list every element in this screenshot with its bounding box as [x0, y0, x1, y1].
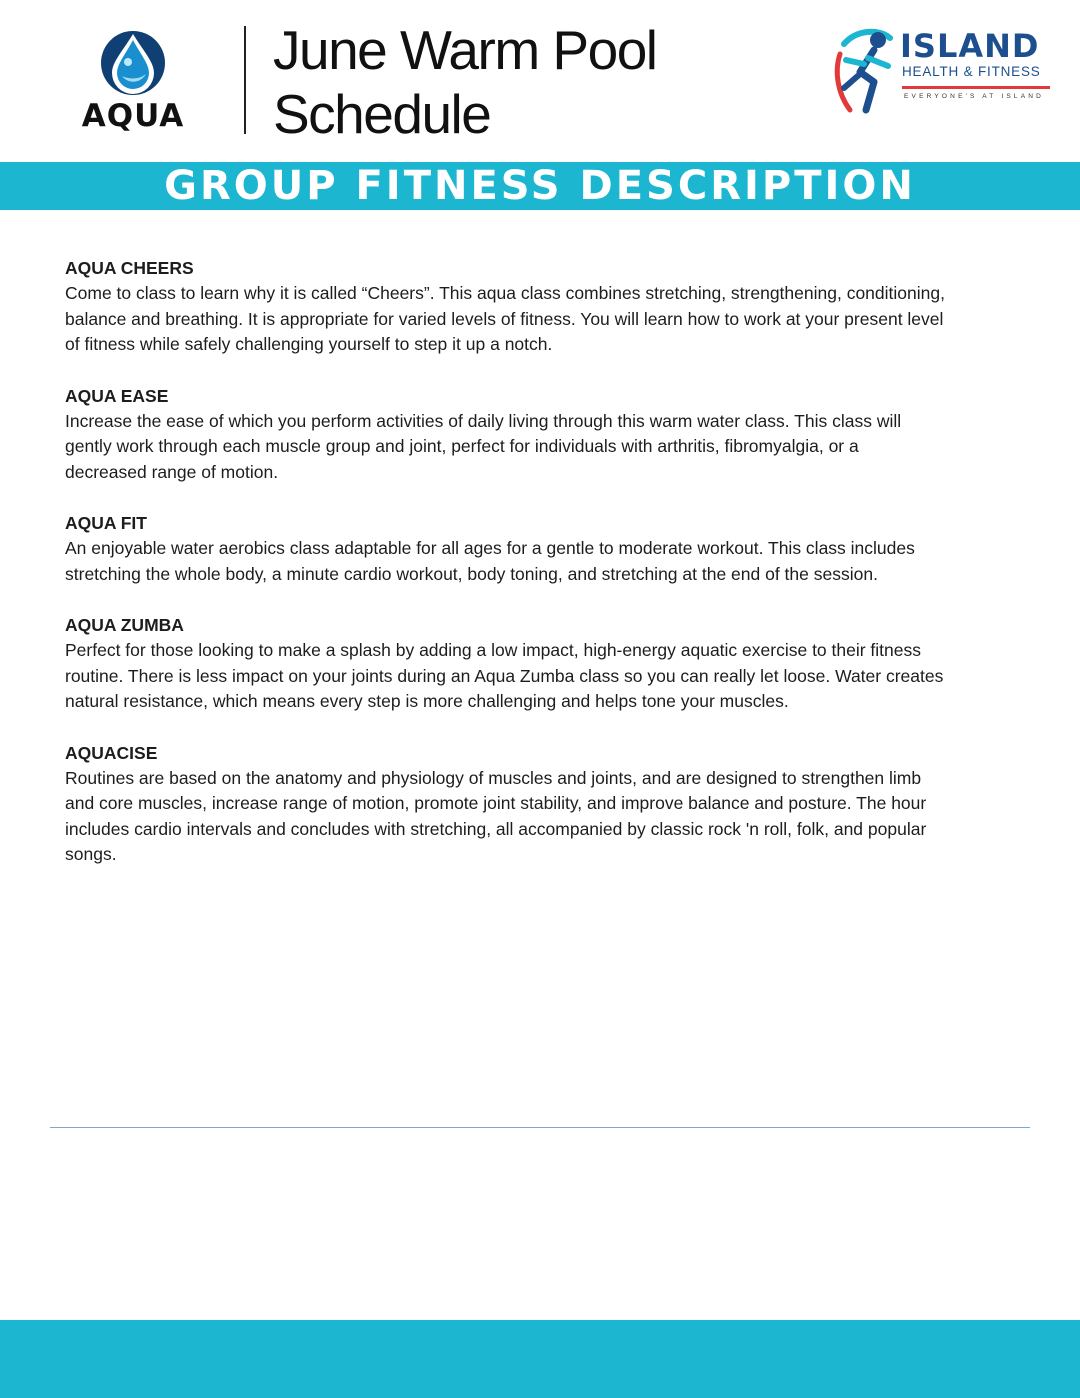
class-name: AQUA FIT: [65, 513, 147, 533]
class-name: AQUA CHEERS: [65, 258, 194, 278]
class-description: Routines are based on the anatomy and physiology of muscles and joints, and are designed to strengthen limb and core muscles, increase range of motion, promote joint stability, and improve balance and posture. The hour includes cardio intervals and concludes with stretching, all accompanied by classic rock 'n roll, folk, and popular songs.: [65, 767, 927, 864]
aqua-logo: [70, 26, 196, 136]
water-drop-icon: [98, 26, 168, 96]
class-description: An enjoyable water aerobics class adaptable for all ages for a gentle to moderate workout. This class includes stretching the whole body, a minute cardio workout, body toning, and stretching at the end of the session.: [65, 538, 915, 584]
class-item-aquacise: [65, 740, 945, 868]
class-item-aqua-fit: [65, 510, 945, 587]
aqua-logo-text: AQUA: [81, 98, 185, 134]
horizontal-divider: [50, 1127, 1030, 1128]
class-description: Come to class to learn why it is called “Cheers”. This aqua class combines stretching, strengthening, conditioning, balance and breathing. It is appropriate for varied levels of fitness. You will learn how to work at your present level of fitness while safely challenging yourself to step it up a notch.: [65, 283, 945, 354]
island-tagline: EVERYONE'S AT ISLAND: [904, 93, 1045, 100]
class-description: Increase the ease of which you perform activities of daily living through this warm water class. This class will gently work through each muscle group and joint, perfect for individuals with arthritis, fibromyalgia, or a decreased range of motion.: [65, 410, 902, 482]
page-header: [0, 0, 1080, 162]
section-title: GROUP FITNESS DESCRIPTION: [164, 163, 916, 209]
page-title-line2: Schedule: [273, 83, 491, 145]
class-name: AQUACISE: [65, 742, 158, 763]
island-brand: ISLAND: [900, 27, 1040, 65]
header-divider: [244, 26, 246, 134]
runner-icon: [830, 24, 896, 118]
class-item-aqua-zumba: [65, 612, 945, 715]
island-logo: [826, 24, 1056, 120]
island-subtitle: HEALTH & FITNESS: [902, 64, 1041, 79]
island-underline: [902, 86, 1050, 89]
class-item-aqua-ease: [65, 383, 945, 486]
class-descriptions: [65, 255, 945, 893]
page-title-line1: June Warm Pool: [273, 19, 657, 81]
class-description: Perfect for those looking to make a splash by adding a low impact, high-energy aquatic exercise to their fitness routine. There is less impact on your joints during an Aqua Zumba class so you can really let loose. Water creates natural resistance, which means every step is more challenging and helps tone your muscles.: [65, 640, 944, 711]
class-name: AQUA ZUMBA: [65, 615, 184, 635]
page-title: [273, 18, 713, 146]
class-item-aqua-cheers: [65, 255, 945, 358]
class-name: AQUA EASE: [65, 385, 169, 406]
section-banner: [0, 162, 1080, 210]
footer-band: [0, 1320, 1080, 1398]
